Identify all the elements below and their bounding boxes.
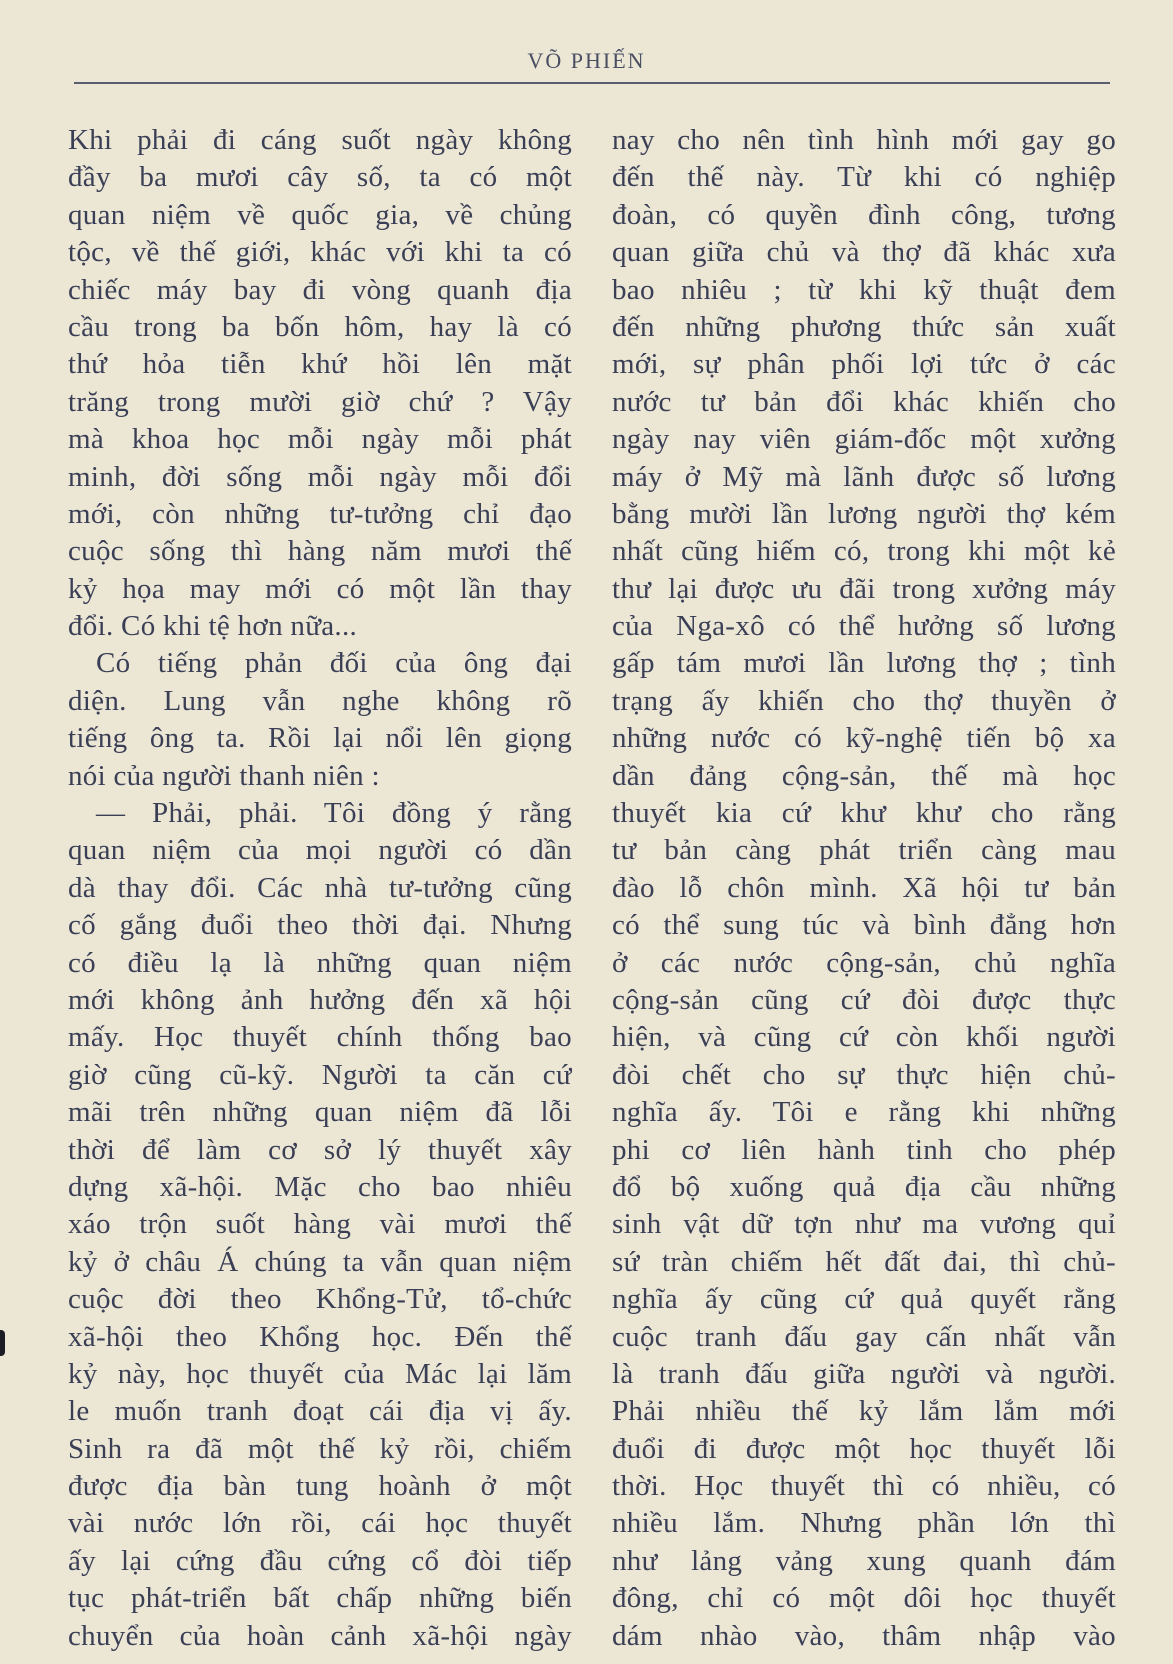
text-line: xáo trộn suốt hàng vài mươi thế (68, 1208, 572, 1241)
text-line: cố gắng đuổi theo thời đại. Nhưng (68, 909, 572, 942)
text-line: phi cơ liên hành tinh cho phép (612, 1133, 1116, 1166)
text-line: trăng trong mười giờ chứ ? Vậy (68, 385, 572, 418)
text-line: những nước có kỹ-nghệ tiến bộ xa (612, 722, 1116, 755)
text-line: đòi chết cho sự thực hiện chủ- (612, 1058, 1116, 1091)
text-line: Phải nhiều thế kỷ lắm lắm mới (612, 1395, 1116, 1428)
text-line: cuộc đời theo Khổng-Tử, tổ-chức (68, 1283, 572, 1316)
text-line: là tranh đấu giữa người và người. (612, 1357, 1116, 1390)
text-line: giờ cũng cũ-kỹ. Người ta căn cứ (68, 1058, 572, 1091)
text-line: nghĩa ấy cũng cứ quả quyết rằng (612, 1283, 1116, 1316)
text-line: thư lại được ưu đãi trong xưởng máy (612, 572, 1116, 605)
text-line: đầy ba mươi cây số, ta có một (68, 161, 572, 194)
text-line: quan giữa chủ và thợ đã khác xưa (612, 236, 1116, 269)
header-rule (74, 82, 1110, 84)
text-line: le muốn tranh đoạt cái địa vị ấy. (68, 1395, 572, 1428)
text-line: mới, còn những tư-tưởng chỉ đạo (68, 497, 572, 530)
left-text-column (68, 122, 572, 1655)
text-line: Có tiếng phản đối của ông đại (96, 647, 572, 680)
text-line: cầu trong ba bốn hôm, hay là có (68, 310, 572, 343)
text-line: của Nga-xô có thể hưởng số lương (612, 610, 1116, 643)
text-line: bằng mười lần lương người thợ kém (612, 497, 1116, 530)
text-line: nói của người thanh niên : (68, 759, 380, 792)
text-line: nghĩa ấy. Tôi e rằng khi những (612, 1096, 1116, 1129)
text-line: Sinh ra đã một thế kỷ rồi, chiếm (68, 1432, 572, 1465)
text-line: tư bản càng phát triển càng mau (612, 834, 1116, 867)
text-line: thời. Học thuyết thì có nhiều, có (612, 1470, 1116, 1503)
text-line: gấp tám mươi lần lương thợ ; tình (612, 647, 1116, 680)
text-line: máy ở Mỹ mà lãnh được số lương (612, 460, 1116, 493)
text-line: tộc, về thế giới, khác với khi ta có (68, 236, 572, 269)
text-line: kỷ ở châu Á chúng ta vẫn quan niệm (68, 1245, 572, 1278)
text-line: đoàn, có quyền đình công, tương (612, 198, 1116, 231)
text-line: xã-hội theo Khổng học. Đến thế (68, 1320, 572, 1353)
text-line: tục phát-triển bất chấp những biến (68, 1582, 572, 1615)
text-line: Khi phải đi cáng suốt ngày không (68, 124, 572, 156)
text-line: mãi trên những quan niệm đã lỗi (68, 1096, 572, 1129)
text-line: thời để làm cơ sở lý thuyết xây (68, 1133, 572, 1166)
text-line: bao nhiêu ; từ khi kỹ thuật đem (612, 273, 1116, 306)
text-line: mà khoa học mỗi ngày mỗi phát (68, 423, 572, 456)
text-line: dần đảng cộng-sản, thế mà học (612, 759, 1116, 792)
text-line: ấy lại cứng đầu cứng cổ đòi tiếp (68, 1544, 572, 1577)
text-line: kỷ này, học thuyết của Mác lại lăm (68, 1357, 572, 1390)
text-line: nhất cũng hiếm có, trong khi một kẻ (612, 535, 1116, 568)
text-line: minh, đời sống mỗi ngày mỗi đổi (68, 460, 572, 493)
text-line: đổi. Có khi tệ hơn nữa... (68, 610, 358, 643)
text-line: đông, chỉ có một dôi học thuyết (612, 1582, 1116, 1615)
text-line: được địa bàn tung hoành ở một (68, 1470, 572, 1503)
text-line: dựng xã-hội. Mặc cho bao nhiêu (68, 1170, 572, 1203)
text-line: trạng ấy khiến cho thợ thuyền ở (612, 684, 1116, 717)
text-line: cuộc tranh đấu gay cấn nhất vẫn (612, 1320, 1116, 1353)
margin-mark (0, 1330, 5, 1356)
text-line: cuộc sống thì hàng năm mươi thế (68, 535, 572, 568)
running-header: VÕ PHIẾN (527, 48, 646, 73)
text-line: đào lỗ chôn mình. Xã hội tư bản (612, 871, 1116, 904)
text-line: hiện, và cũng cứ còn khối người (612, 1021, 1116, 1054)
text-line: đến những phương thức sản xuất (612, 310, 1116, 343)
right-text-column (612, 122, 1116, 1655)
text-line: tiếng ông ta. Rồi lại nổi lên giọng (68, 722, 572, 755)
text-line: có điều lạ là những quan niệm (68, 946, 572, 979)
text-line: mấy. Học thuyết chính thống bao (68, 1021, 572, 1054)
text-line: đổ bộ xuống quả địa cầu những (612, 1170, 1116, 1203)
text-line: thứ hỏa tiễn khứ hồi lên mặt (68, 348, 572, 381)
text-line: ở các nước cộng-sản, chủ nghĩa (612, 946, 1116, 979)
text-line: kỷ họa may mới có một lần thay (68, 572, 572, 605)
text-line: mới không ảnh hưởng đến xã hội (68, 983, 572, 1016)
text-line: diện. Lung vẫn nghe không rõ (68, 684, 572, 717)
text-line: sinh vật dữ tợn như ma vương quỉ (612, 1208, 1116, 1241)
text-line: chiếc máy bay đi vòng quanh địa (68, 273, 572, 306)
text-line: thuyết kia cứ khư khư cho rằng (612, 797, 1116, 830)
text-line: quan niệm của mọi người có dần (68, 834, 572, 867)
text-line: mới, sự phân phối lợi tức ở các (612, 348, 1116, 381)
text-line: ngày nay viên giám-đốc một xưởng (612, 423, 1116, 456)
text-line: như lảng vảng xung quanh đám (612, 1544, 1116, 1577)
text-line: cộng-sản cũng cứ đòi được thực (612, 983, 1116, 1016)
text-line: — Phải, phải. Tôi đồng ý rằng (96, 797, 572, 830)
text-line: nay cho nên tình hình mới gay go (612, 124, 1116, 156)
text-line: chuyển của hoàn cảnh xã-hội ngày (68, 1619, 572, 1652)
text-line: dám nhào vào, thâm nhập vào (612, 1619, 1116, 1652)
text-line: dà thay đổi. Các nhà tư-tưởng cũng (68, 871, 572, 904)
text-line: sứ tràn chiếm hết đất đai, thì chủ- (612, 1245, 1116, 1278)
text-line: đuổi đi được một học thuyết lỗi (612, 1432, 1116, 1465)
text-line: đến thế này. Từ khi có nghiệp (612, 161, 1116, 194)
text-line: nước tư bản đổi khác khiến cho (612, 385, 1116, 418)
text-line: vài nước lớn rồi, cái học thuyết (68, 1507, 572, 1540)
text-line: nhiều lắm. Nhưng phần lớn thì (612, 1507, 1116, 1540)
text-line: có thể sung túc và bình đẳng hơn (612, 909, 1116, 942)
text-line: quan niệm về quốc gia, về chủng (68, 198, 572, 231)
